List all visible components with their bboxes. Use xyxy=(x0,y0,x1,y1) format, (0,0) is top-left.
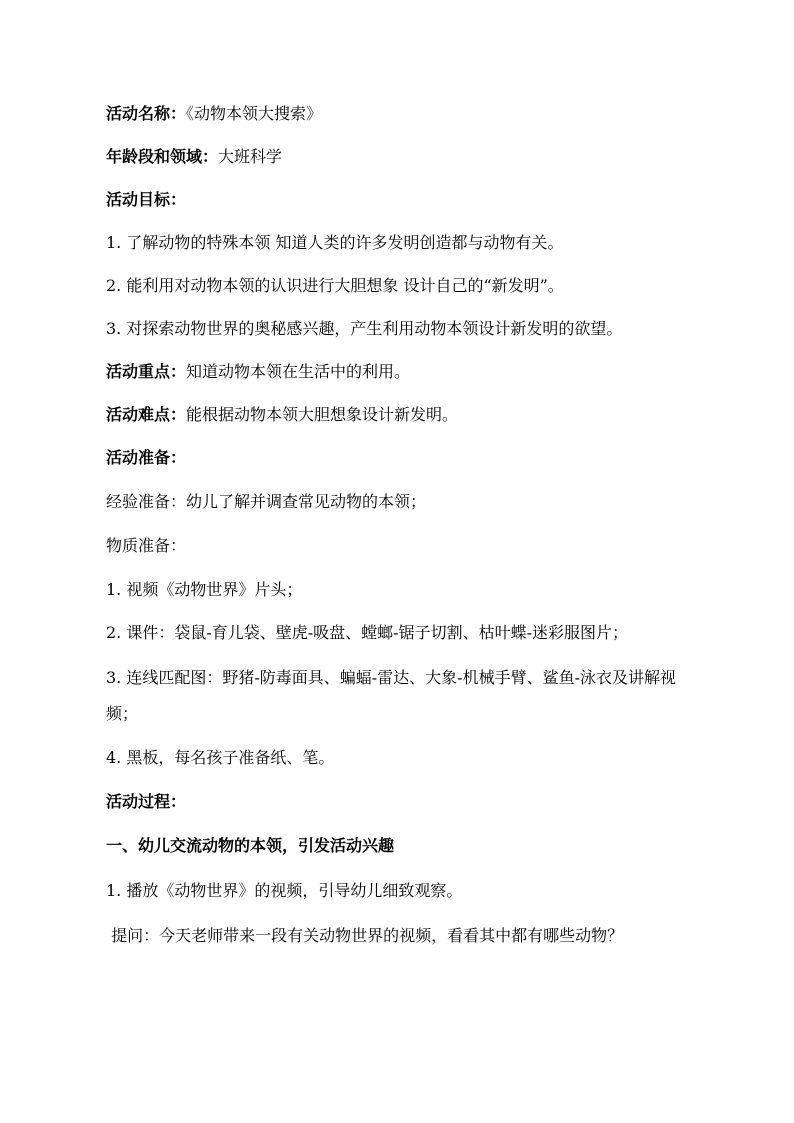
process-step-1: 1. 播放《动物世界》的视频，引导幼儿细致观察。 xyxy=(106,881,463,900)
goal-item-2: 2. 能利用对动物本领的认识进行大胆想象 设计自己的“新发明”。 xyxy=(106,276,564,295)
age-domain-label: 年龄段和领域： xyxy=(106,147,219,166)
preparation-heading: 活动准备： xyxy=(106,448,187,467)
activity-name-line xyxy=(106,103,696,125)
goal-item-3: 3. 对探索动物世界的奥秘感兴趣，产生利用动物本领设计新发明的欲望。 xyxy=(106,319,623,338)
document-body xyxy=(106,103,696,947)
material-item-2: 2. 课件：袋鼠-育儿袋、壁虎-吸盘、螳螂-锯子切割、枯叶蝶-迷彩服图片； xyxy=(106,623,628,642)
key-point-value: 知道动物本领在生活中的利用。 xyxy=(186,362,411,381)
activity-name-value: 《动物本领大搜索》 xyxy=(186,104,323,123)
age-domain-value: 大班科学 xyxy=(218,147,283,166)
difficulty-value: 能根据动物本领大胆想象设计新发明。 xyxy=(186,405,459,424)
experience-preparation: 经验准备：幼儿了解并调查常见动物的本领； xyxy=(106,492,427,511)
material-item-3: 3. 连线匹配图：野猪-防毒面具、蝙蝠-雷达、大象-机械手臂、鲨鱼-泳衣及讲解视频； xyxy=(106,668,676,723)
age-domain-line xyxy=(106,146,696,168)
key-point-line xyxy=(106,361,696,383)
material-item-4: 4. 黑板，每名孩子准备纸、笔。 xyxy=(106,748,335,767)
difficulty-label: 活动难点： xyxy=(106,405,187,424)
process-heading: 活动过程： xyxy=(106,792,187,811)
material-item-1: 1. 视频《动物世界》片头； xyxy=(106,580,303,599)
activity-name-label: 活动名称： xyxy=(106,104,187,123)
process-question: 提问：今天老师带来一段有关动物世界的视频，看看其中都有哪些动物？ xyxy=(106,926,624,945)
key-point-label: 活动重点： xyxy=(106,362,187,381)
material-preparation-heading: 物质准备： xyxy=(106,536,187,555)
section-1-title: 一、幼儿交流动物的本领，引发活动兴趣 xyxy=(106,836,395,855)
goals-heading: 活动目标： xyxy=(106,190,187,209)
goal-item-1: 1. 了解动物的特殊本领 知道人类的许多发明创造都与动物有关。 xyxy=(106,233,564,252)
difficulty-line xyxy=(106,404,696,426)
